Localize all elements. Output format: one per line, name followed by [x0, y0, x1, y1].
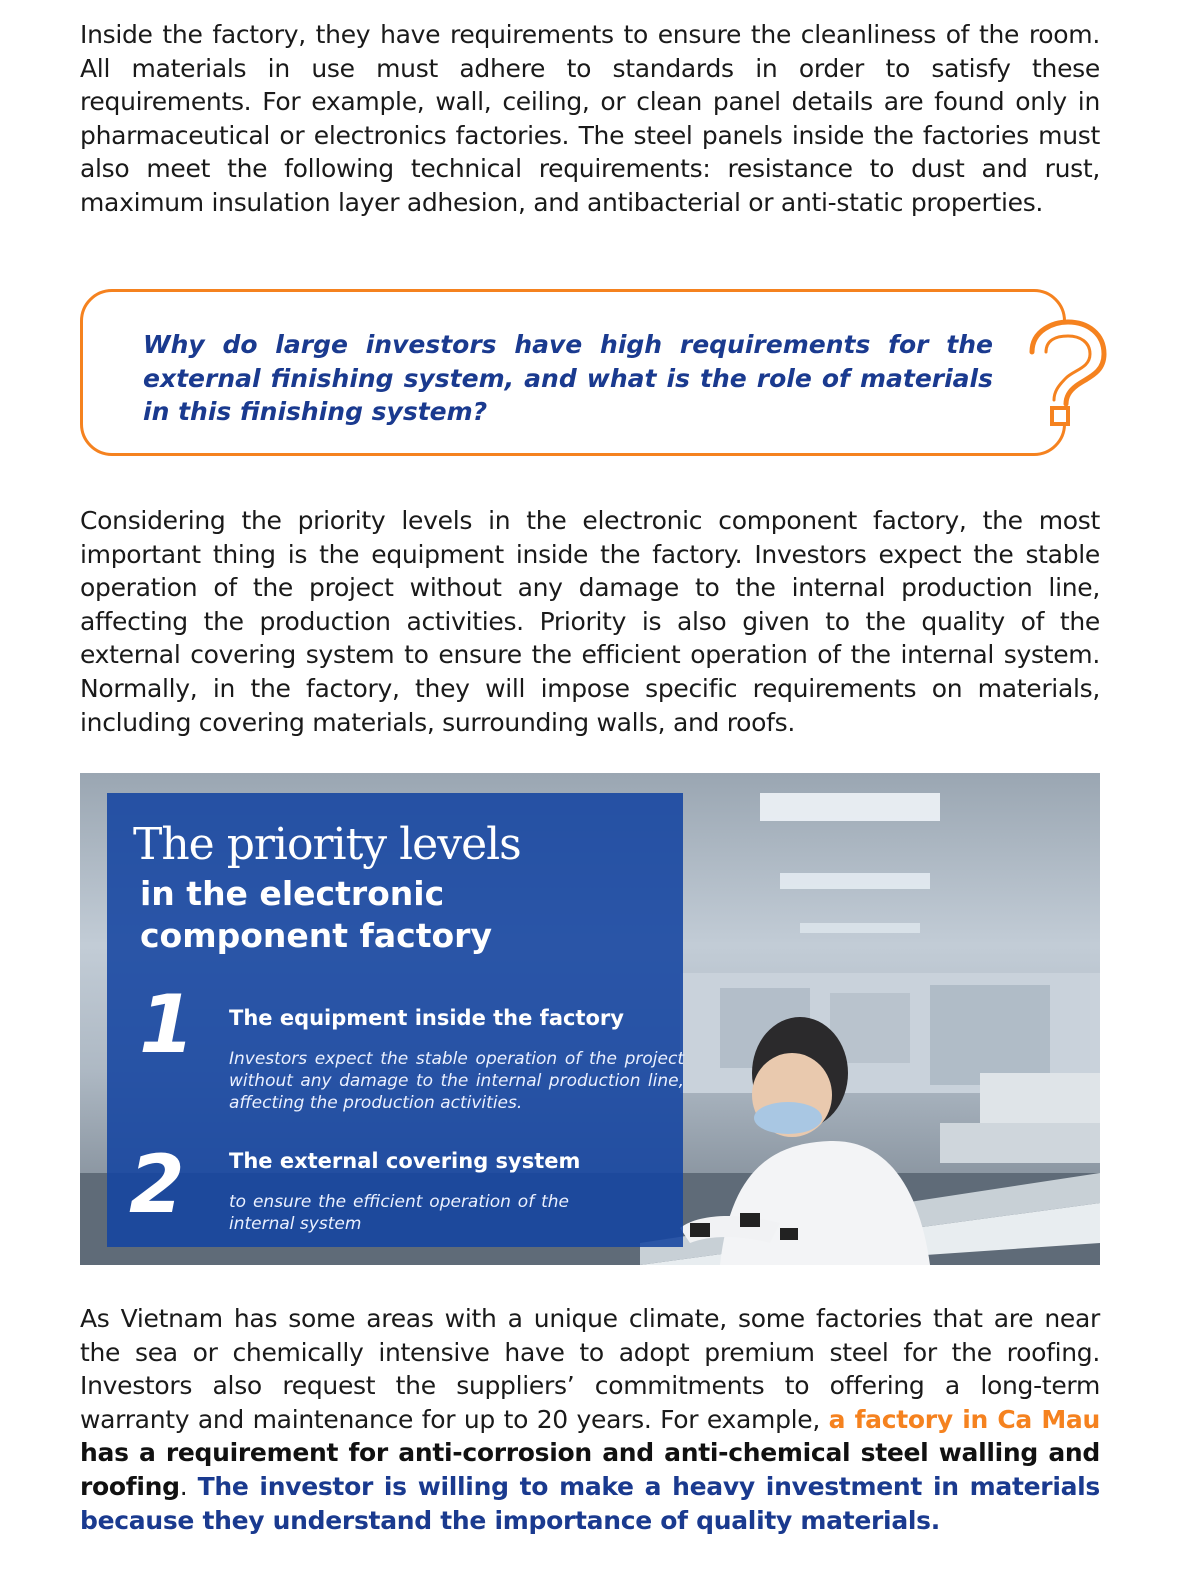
factory-infographic [80, 773, 1100, 1265]
question-mark-icon [1018, 318, 1110, 428]
priority-title-1: The equipment inside the factory [229, 1006, 624, 1030]
question-text: Why do large investors have high requirements for the external finishing system, and what is the role of materials in this finishing system? [143, 330, 993, 427]
paragraph-climate [80, 1302, 1100, 1537]
highlight-ca-mau: a factory in Ca Mau [828, 1404, 1100, 1434]
panel-subtitle: in the electronic component factory [140, 874, 492, 955]
priority-desc-1: Investors expect the stable operation of the project without any damage to the internal production line, affecting the production activities. [229, 1049, 684, 1113]
closing-separator: . [179, 1471, 198, 1501]
priority-desc-2: to ensure the efficient operation of the internal system [229, 1192, 569, 1234]
priority-number-2: 2 [129, 1138, 185, 1231]
highlight-investor: The investor is willing to make a heavy investment in materials because they understand the importance of quality materials. [80, 1471, 1101, 1535]
priority-number-1: 1 [139, 978, 195, 1071]
highlight-requirement: has a requirement for anti-corrosion and anti-chemical steel walling and roofing [80, 1438, 1100, 1501]
panel-title: The priority levels [133, 819, 521, 870]
priority-title-2: The external covering system [229, 1149, 581, 1173]
question-callout [80, 289, 1066, 456]
closing-text: As Vietnam has some areas with a unique climate, some factories that are near the sea or chemically intensive have to adopt premium steel for the roofing. Investors also request the suppliers’ commitments to offering a long-term warranty and maintenance for up to 20 years. For example, [80, 1304, 1100, 1434]
priority-panel [107, 793, 683, 1247]
paragraph-priority: Considering the priority levels in the electronic component factory, the most important thing is the equipment inside the factory. Investors expect the stable operation of the project without any damage to the internal production line, affecting the production activities. Priority is also given to the quality of the external covering system to ensure the efficient operation of the internal system. Normally, in the factory, they will impose specific requirements on materials, including covering materials, surrounding walls, and roofs. [80, 506, 1100, 737]
paragraph-cleanliness: Inside the factory, they have requirements to ensure the cleanliness of the room. All materials in use must adhere to standards in order to satisfy these requirements. For example, wall, ceiling, or clean panel details are found only in pharmaceutical or electronics factories. The steel panels inside the factories must also meet the following technical requirements: resistance to dust and rust, maximum insulation layer adhesion, and antibacterial or anti-static properties. [80, 20, 1100, 217]
